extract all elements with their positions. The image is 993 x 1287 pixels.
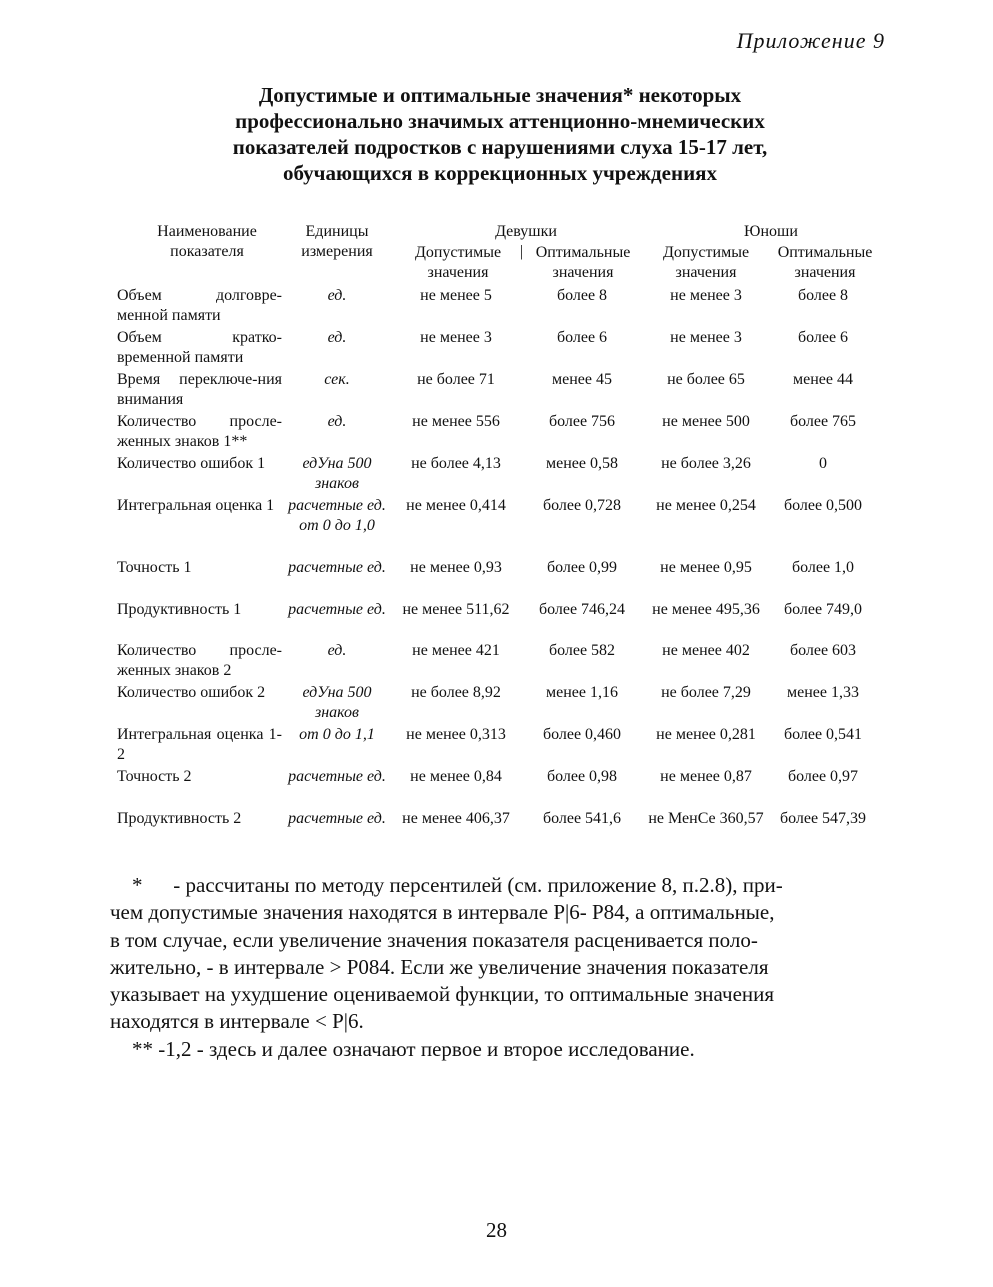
girls-optimal-value: более 582 xyxy=(548,642,616,659)
document-title xyxy=(150,82,850,186)
girls-optimal-value: более 756 xyxy=(548,413,616,430)
row-name: Продуктивность 1 xyxy=(117,601,242,618)
girls-allowed-value: не более 4,13 xyxy=(411,455,501,472)
row-unit: сек. xyxy=(324,371,350,388)
girls-optimal-value: более 0,99 xyxy=(546,559,618,576)
boys-optimal-value: менее 44 xyxy=(793,371,853,388)
girls-optimal-value: менее 0,58 xyxy=(546,455,618,472)
girls-optimal-value: более 746,24 xyxy=(538,601,626,618)
row-unit: расчетные ед. xyxy=(288,768,386,785)
footnote-text-1: - рассчитаны по методу персентилей (см. приложение 8, п.2.8), при- xyxy=(173,873,783,897)
girls-allowed-value: не менее 0,313 xyxy=(406,726,506,743)
girls-allowed-value: не менее 3 xyxy=(420,329,492,346)
row-unit: расчетные ед. от 0 до 1,0 xyxy=(288,497,386,534)
asterisk-marker: * xyxy=(132,873,143,897)
boys-allowed-value: не менее 0,254 xyxy=(656,497,756,514)
row-name: Продуктивность 2 xyxy=(117,810,242,827)
girls-allowed-value: не менее 0,93 xyxy=(410,559,502,576)
boys-optimal-value: более 749,0 xyxy=(783,601,863,618)
boys-optimal-value: более 1,0 xyxy=(791,559,855,576)
title-line-1: Допустимые и оптимальные значения* некоторых xyxy=(258,83,742,107)
girls-optimal-value: более 541,6 xyxy=(542,810,622,827)
row-name: Количество просле-женных знаков 1** xyxy=(117,413,282,450)
header-name: Наименование показателя xyxy=(157,223,257,260)
row-unit: расчетные ед. xyxy=(288,601,386,618)
girls-optimal-value: более 8 xyxy=(556,287,608,304)
header-boys-optimal: Оптимальные значения xyxy=(777,244,873,281)
title-line-3: показателей подростков с нарушениями слуха 15-17 лет, xyxy=(232,135,768,159)
header-girls-allowed: Допустимые значения xyxy=(414,244,502,281)
boys-optimal-value: более 8 xyxy=(797,287,849,304)
girls-allowed-value: не менее 406,37 xyxy=(402,810,510,827)
girls-allowed-value: не менее 511,62 xyxy=(402,601,510,618)
footnote-line-6: находятся в интервале < Р|6. xyxy=(110,1009,364,1034)
boys-allowed-value: не менее 0,87 xyxy=(660,768,752,785)
boys-allowed-value: не МенСе 360,57 xyxy=(648,810,764,827)
appendix-label: Приложение 9 xyxy=(736,28,885,53)
footnote-line-1 xyxy=(110,872,880,899)
row-unit: расчетные ед. xyxy=(288,810,386,827)
footnote-line-4: жительно, - в интервале > Р084. Если же увеличение значения показателя xyxy=(110,954,769,979)
row-unit: едУна 500 знаков xyxy=(302,684,372,721)
row-unit: от 0 до 1,1 xyxy=(299,726,375,743)
footnote-line-7: ** -1,2 - здесь и далее означают первое и второе исследование. xyxy=(132,1036,695,1061)
boys-allowed-value: не менее 495,36 xyxy=(652,601,760,618)
row-unit: ед. xyxy=(327,329,347,346)
boys-allowed-value: не более 7,29 xyxy=(661,684,751,701)
title-line-2: профессионально значимых аттенционно-мнемических xyxy=(235,109,765,133)
header-unit: Единицы измерения xyxy=(301,223,373,260)
girls-allowed-value: не менее 421 xyxy=(412,642,500,659)
boys-allowed-value: не менее 0,95 xyxy=(660,559,752,576)
girls-allowed-value: не менее 0,414 xyxy=(406,497,506,514)
row-name: Количество ошибок 2 xyxy=(117,684,266,701)
footnote-line-3: в том случае, если увеличение значения показателя расценивается поло- xyxy=(110,927,758,952)
boys-allowed-value: не менее 500 xyxy=(662,413,750,430)
boys-optimal-value: более 603 xyxy=(789,642,857,659)
girls-optimal-value: более 0,460 xyxy=(542,726,622,743)
boys-allowed-value: не более 65 xyxy=(667,371,745,388)
girls-allowed-value: не более 71 xyxy=(417,371,495,388)
row-unit: ед. xyxy=(327,413,347,430)
boys-allowed-value: не менее 0,281 xyxy=(656,726,756,743)
header-girls-optimal: Оптимальные значения xyxy=(535,244,631,281)
girls-optimal-value: более 0,728 xyxy=(542,497,622,514)
title-line-4: обучающихся в коррекционных учреждениях xyxy=(282,161,718,185)
girls-allowed-value: не менее 5 xyxy=(420,287,492,304)
girls-optimal-value: более 0,98 xyxy=(546,768,618,785)
girls-optimal-value: менее 45 xyxy=(552,371,612,388)
boys-allowed-value: не менее 3 xyxy=(670,287,742,304)
boys-optimal-value: более 0,541 xyxy=(783,726,863,743)
row-unit: ед. xyxy=(327,287,347,304)
boys-optimal-value: менее 1,33 xyxy=(787,684,859,701)
boys-optimal-value: более 0,97 xyxy=(787,768,859,785)
girls-allowed-value: не менее 0,84 xyxy=(410,768,502,785)
girls-optimal-value: менее 1,16 xyxy=(546,684,618,701)
footnote-line-5: указывает на ухудшение оцениваемой функции, то оптимальные значения xyxy=(110,982,775,1007)
row-unit: ед. xyxy=(327,642,347,659)
row-name: Объем кратко-временной памяти xyxy=(117,329,282,366)
boys-allowed-value: не более 3,26 xyxy=(661,455,751,472)
row-name: Время переключе-ния внимания xyxy=(117,371,282,408)
boys-optimal-value: более 765 xyxy=(789,413,857,430)
boys-allowed-value: не менее 3 xyxy=(670,329,742,346)
row-name: Интегральная оценка 1 xyxy=(117,497,275,514)
boys-optimal-value: более 547,39 xyxy=(779,810,867,827)
header-separator: | xyxy=(520,243,524,260)
header-boys-allowed: Допустимые значения xyxy=(662,244,750,281)
girls-optimal-value: более 6 xyxy=(556,329,608,346)
boys-optimal-value: более 6 xyxy=(797,329,849,346)
footnote-line-2: чем допустимые значения находятся в интервале Р|6- Р84, а оптимальные, xyxy=(110,900,775,925)
girls-allowed-value: не менее 556 xyxy=(412,413,500,430)
row-name: Точность 2 xyxy=(117,768,192,785)
page-number: 28 xyxy=(486,1218,507,1242)
header-girls: Девушки xyxy=(495,223,557,240)
row-name: Количество ошибок 1 xyxy=(117,455,266,472)
header-boys: Юноши xyxy=(744,223,798,240)
row-name: Количество просле-женных знаков 2 xyxy=(117,642,282,679)
row-name: Объем долговре-менной памяти xyxy=(117,287,282,324)
girls-allowed-value: не более 8,92 xyxy=(411,684,501,701)
row-name: Точность 1 xyxy=(117,559,192,576)
row-unit: едУна 500 знаков xyxy=(302,455,372,492)
row-unit: расчетные ед. xyxy=(288,559,386,576)
footnotes xyxy=(110,872,880,1063)
row-name: Интегральная оценка 1-2 xyxy=(117,726,282,763)
boys-allowed-value: не менее 402 xyxy=(662,642,750,659)
boys-optimal-value: 0 xyxy=(819,455,827,472)
boys-optimal-value: более 0,500 xyxy=(783,497,863,514)
